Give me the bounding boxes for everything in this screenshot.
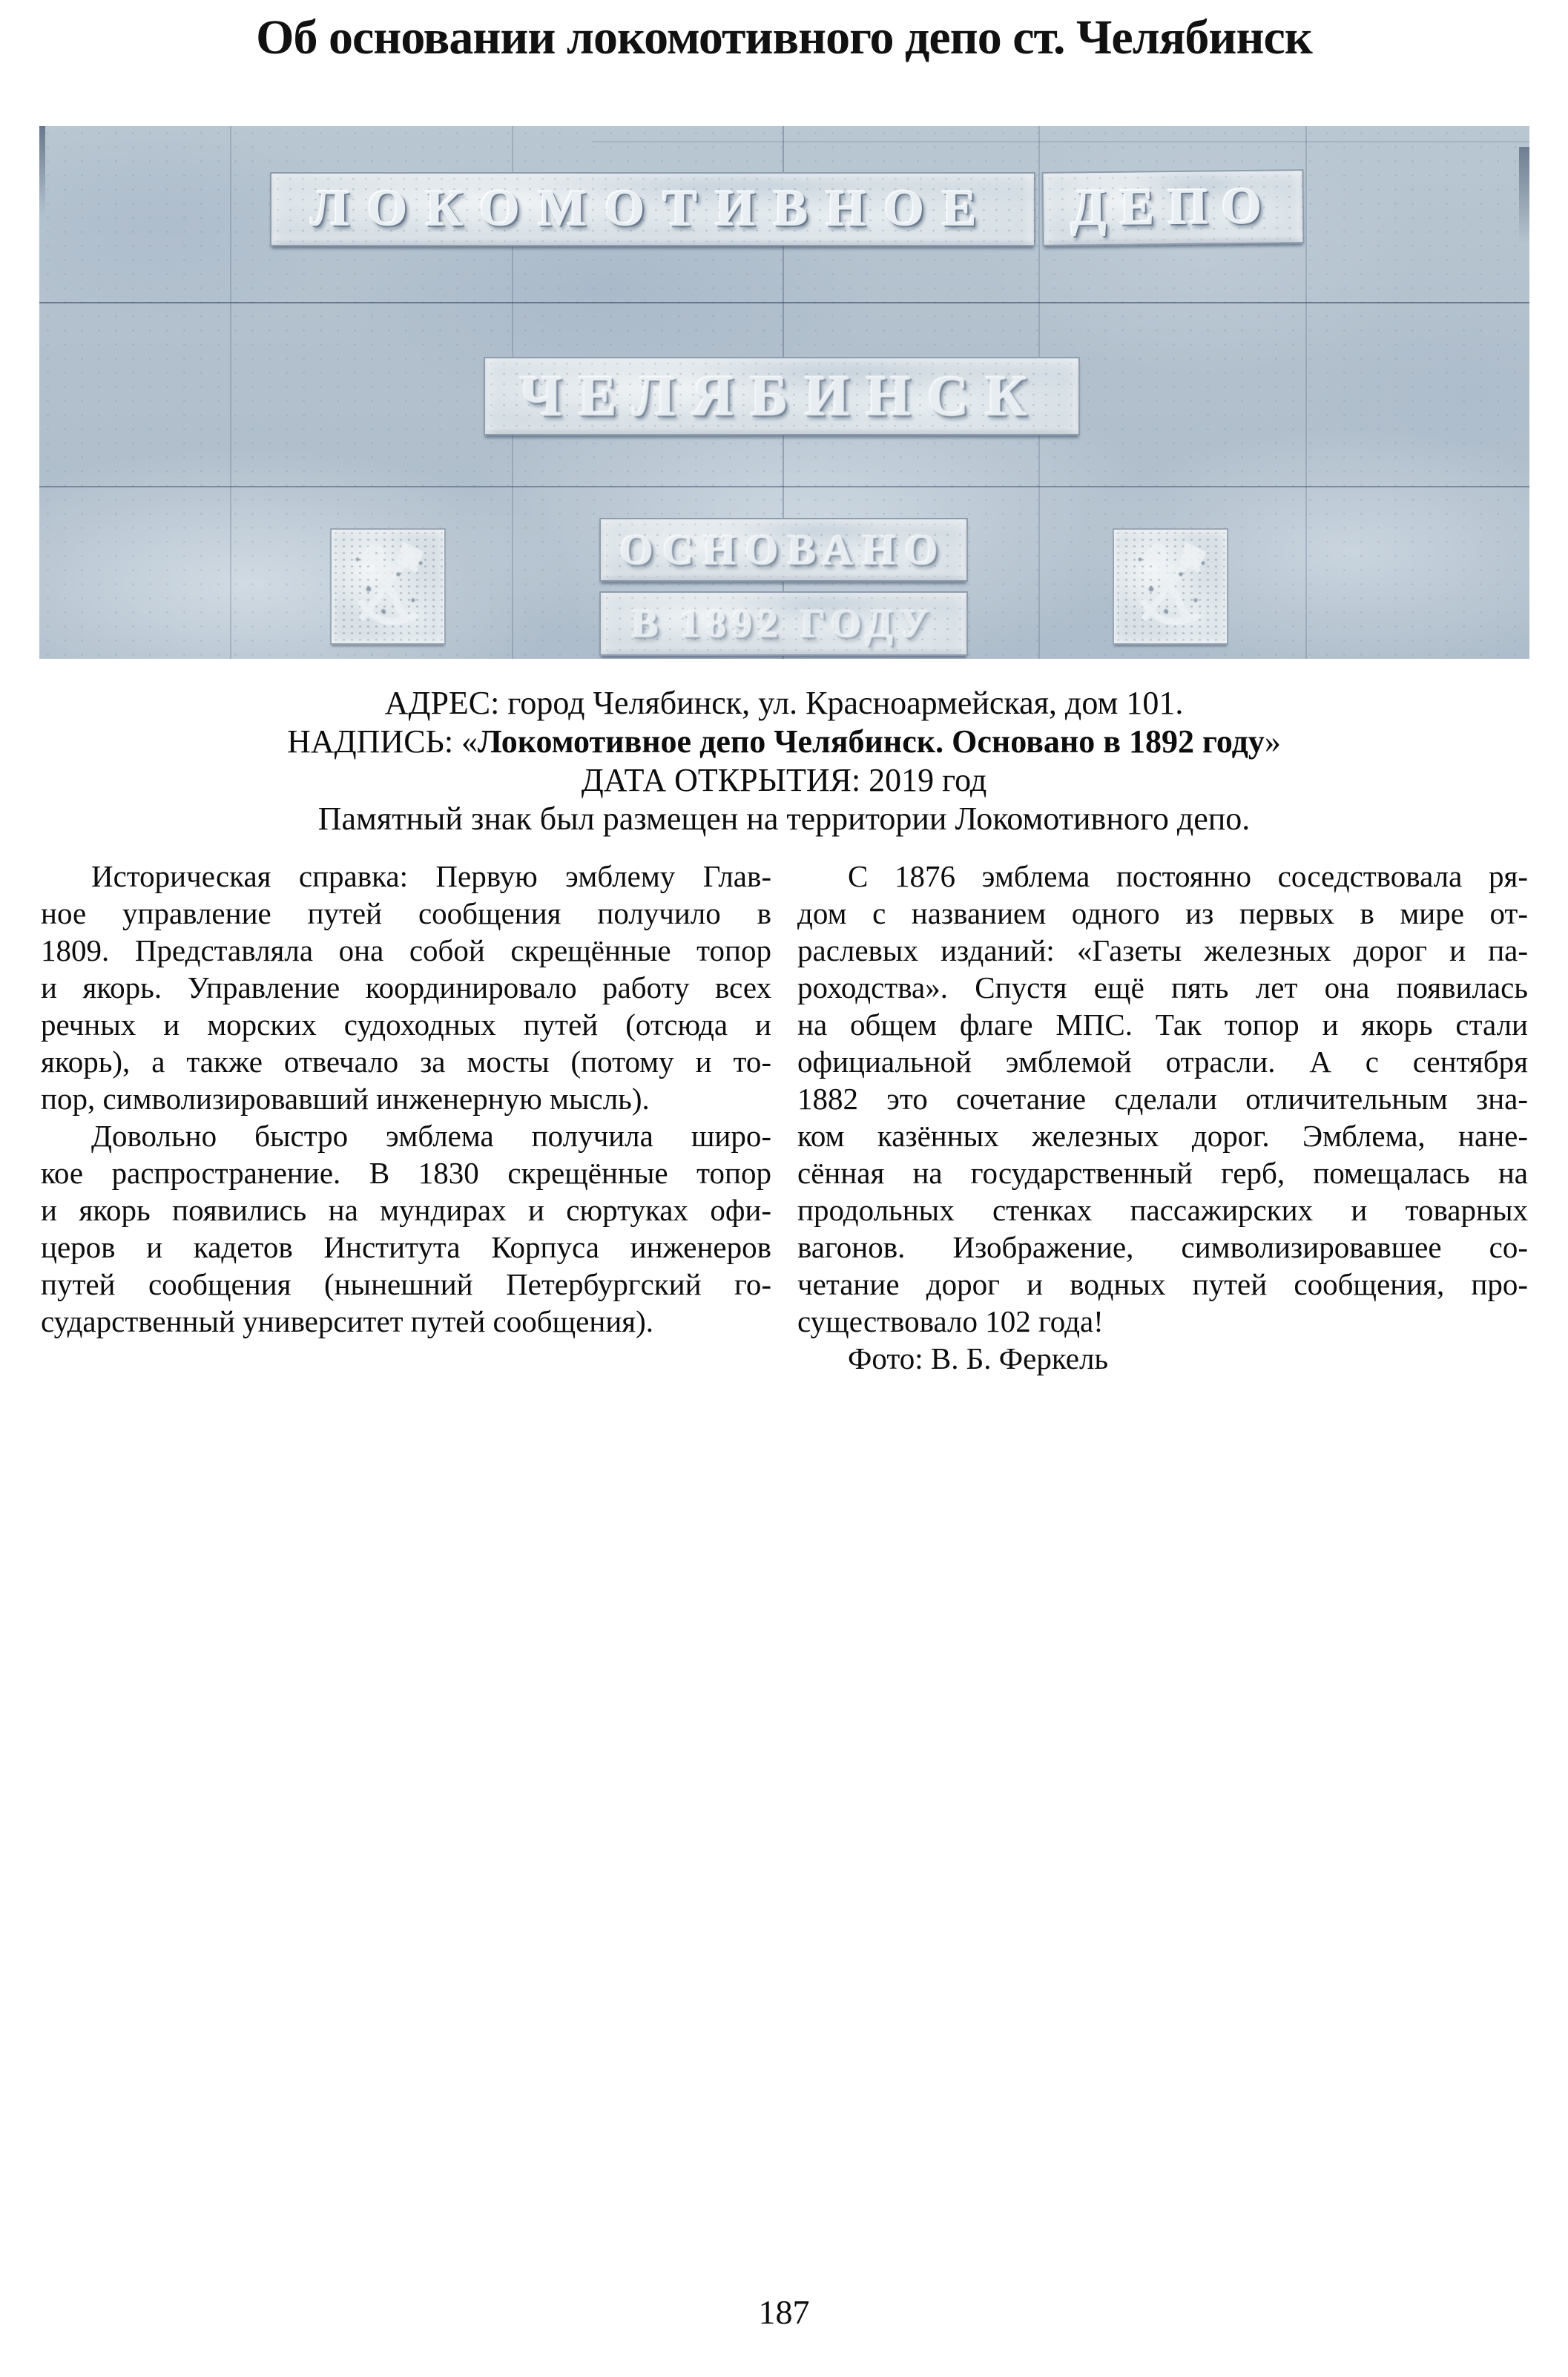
page-title: Об основании локомотивного депо ст. Челябинск	[256, 10, 1312, 65]
body-line: продольных стенках пассажирских и товарных	[797, 1193, 1528, 1227]
caption-address: АДРЕС: город Челябинск, ул. Красноармейская, дом 101.	[384, 685, 1184, 721]
emblem-panel-left	[330, 528, 446, 645]
body-line: ком казённых железных дорог. Эмблема, нане-	[797, 1119, 1528, 1153]
body-line: существовало 102 года!	[797, 1304, 1104, 1338]
body-line: дом с названием одного из первых в мире от-	[797, 896, 1528, 930]
body-line: 1809. Представляла она собой скрещённые топор	[41, 933, 771, 967]
caption-inscription	[0, 723, 1568, 761]
body-line: раслевых изданий: «Газеты железных дорог и па-	[797, 933, 1528, 967]
body-line: речных и морских судоходных путей (отсюда и	[41, 1007, 771, 1042]
tile-seam	[230, 126, 231, 659]
body-line: Фото: В. Б. Феркель	[848, 1341, 1109, 1375]
emblem-panel-right	[1113, 528, 1228, 645]
article-column-right	[797, 858, 1528, 1377]
crossed-axe-anchor-icon	[332, 530, 444, 643]
tile-seam	[592, 141, 1529, 142]
page-number: 187	[758, 2293, 810, 2331]
wall-panel-year	[599, 591, 968, 656]
body-line: Довольно быстро эмблема получила широ-	[91, 1119, 771, 1153]
body-line: якорь), а также отвечало за мосты (потому и то-	[41, 1045, 771, 1079]
body-line: 1882 это сочетание сделали отличительным зна-	[797, 1082, 1528, 1116]
body-line: кое распространение. В 1830 скрещённые топор	[41, 1156, 771, 1190]
body-line: четание дорог и водных путей сообщения, про-	[797, 1267, 1528, 1301]
weathering-smudge	[1519, 147, 1529, 243]
paragraph	[41, 1117, 771, 1340]
paragraph	[41, 858, 771, 1117]
caption-note: Памятный знак был размещен на территории Локомотивного депо.	[317, 800, 1251, 837]
body-line: церов и кадетов Института Корпуса инженеров	[41, 1230, 771, 1264]
body-line: пор, символизировавший инженерную мысль).	[41, 1082, 650, 1116]
memorial-wall-photo	[39, 126, 1529, 659]
body-line: сённая на государственный герб, помещалась на	[797, 1156, 1528, 1190]
wall-text-lokomotivnoe: ЛОКОМОТИВНОЕ	[311, 180, 995, 237]
weathering-smudge	[39, 126, 45, 215]
photo-caption	[0, 684, 1568, 838]
wall-text-chelyabinsk: ЧЕЛЯБИНСК	[519, 364, 1044, 428]
wall-text-year: В 1892 ГОДУ	[632, 601, 935, 646]
article-column-left	[41, 858, 771, 1340]
body-line: и якорь. Управление координировало работу всех	[41, 970, 771, 1005]
body-line: ное управление путей сообщения получило в	[41, 896, 771, 930]
caption-opening-date: ДАТА ОТКРЫТИЯ: 2019 год	[581, 762, 987, 798]
body-line: путей сообщения (нынешний Петербургский го-	[41, 1267, 771, 1301]
paragraph	[797, 858, 1528, 1340]
caption-inscription-prefix: НАДПИСЬ: «	[287, 723, 478, 760]
body-line: официальной эмблемой отрасли. А с сентября	[797, 1045, 1528, 1079]
body-line: и якорь появились на мундирах и сюртуках офи-	[41, 1193, 771, 1227]
wall-panel-osnovano	[599, 518, 968, 582]
wall-panel-lokomotivnoe	[270, 172, 1035, 246]
body-line: С 1876 эмблема постоянно соседствовала ря-	[848, 859, 1528, 893]
tile-seam	[1305, 126, 1307, 659]
body-line: Историческая справка: Первую эмблему Глав-	[91, 859, 771, 893]
caption-inscription-text: Локомотивное депо Челябинск. Основано в 1892 году	[478, 723, 1265, 760]
caption-inscription-suffix: »	[1264, 723, 1281, 760]
body-line: сударственный университет путей сообщения).	[41, 1304, 654, 1338]
crossed-axe-anchor-icon	[1114, 530, 1227, 643]
wall-panel-depo	[1041, 169, 1304, 246]
wall-text-depo: ДЕПО	[1070, 177, 1276, 237]
body-line: вагонов. Изображение, символизировавшее со-	[797, 1230, 1528, 1264]
wall-panel-chelyabinsk	[484, 357, 1080, 435]
body-line: на общем флаге МПС. Так топор и якорь стали	[797, 1007, 1528, 1042]
body-line: роходства». Спустя ещё пять лет она появилась	[797, 970, 1528, 1005]
wall-text-osnovano: ОСНОВАНО	[619, 525, 948, 574]
paragraph	[797, 1340, 1528, 1377]
